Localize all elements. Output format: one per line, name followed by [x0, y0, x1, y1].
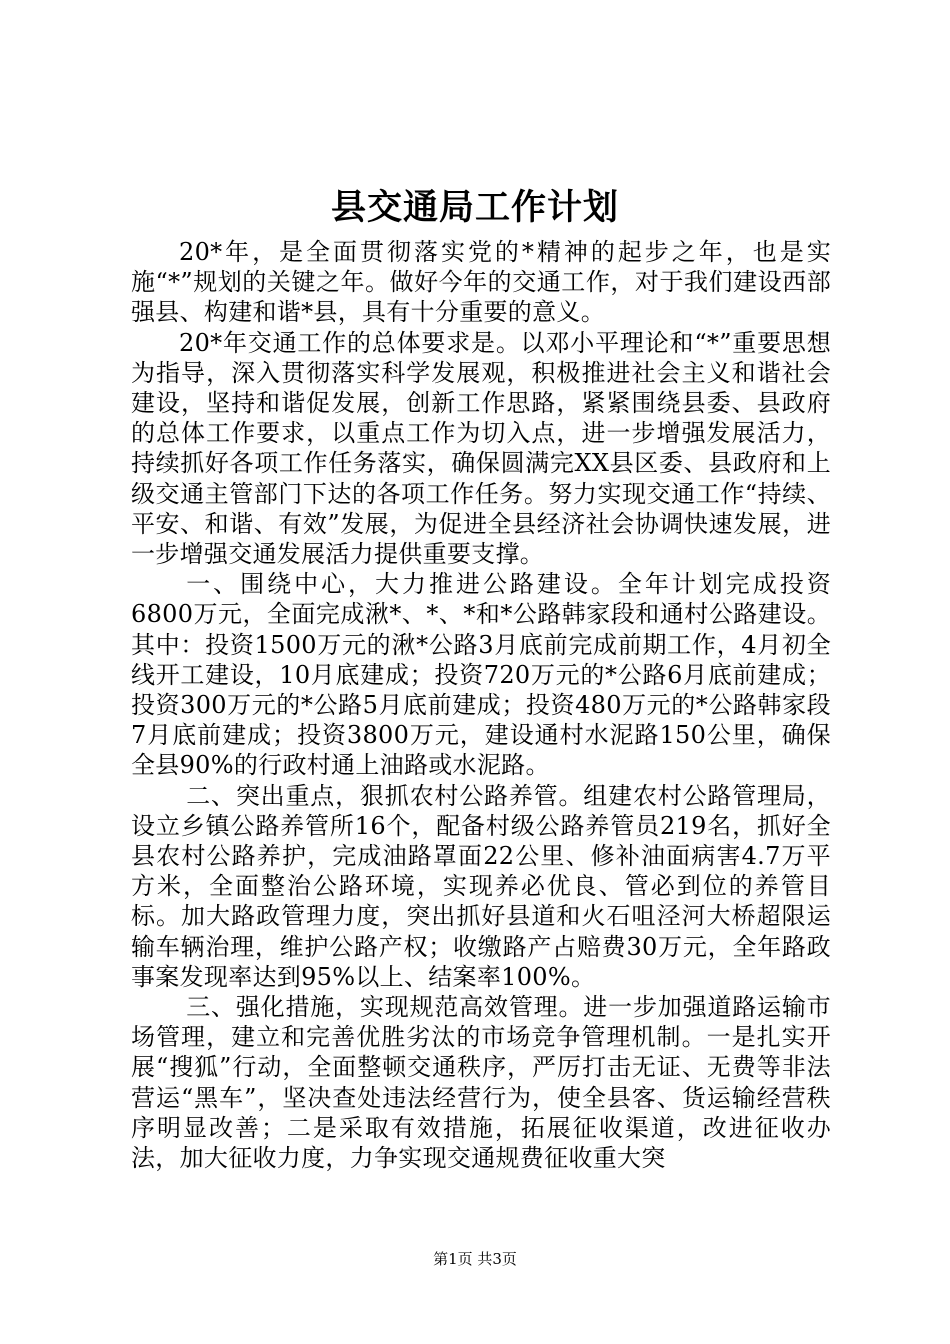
- page-footer: 第1页 共3页: [433, 1250, 517, 1268]
- document-body: [131, 237, 831, 1173]
- paragraph-section-3: 三、强化措施，实现规范高效管理。进一步加强道路运输市场管理，建立和完善优胜劣汰的市场竞争管理机制。一是扎实开展“搜狐”行动，全面整顿交通秩序，严厉打击无证、无费等非法营运“黑车”，坚决查处违法经营行为，使全县客、货运输经营秩序明显改善；二是采取有效措施，拓展征收渠道，改进征收办法，加大征收力度，力争实现交通规费征收重大突: [131, 993, 831, 1173]
- paragraph-general-requirements: 20*年交通工作的总体要求是。以邓小平理论和“*”重要思想为指导，深入贯彻落实科学发展观，积极推进社会主义和谐社会建设，坚持和谐促发展，创新工作思路，紧紧围绕县委、县政府的总体工作要求，以重点工作为切入点，进一步增强发展活力，持续抓好各项工作任务落实，确保圆满完XX县区委、县政府和上级交通主管部门下达的各项工作任务。努力实现交通工作“持续、平安、和谐、有效”发展，为促进全县经济社会协调快速发展，进一步增强交通发展活力提供重要支撑。: [131, 328, 831, 569]
- paragraph-intro: 20*年，是全面贯彻落实党的*精神的起步之年，也是实施“*”规划的关键之年。做好今年的交通工作，对于我们建设西部强县、构建和谐*县，具有十分重要的意义。: [131, 238, 831, 327]
- paragraph-section-2: 二、突出重点，狠抓农村公路养管。组建农村公路管理局，设立乡镇公路养管所16个，配备村级公路养管员219名，抓好全县农村公路养护，完成油路罩面22公里、修补油面病害4.7万平方米，全面整治公路环境，实现养必优良、管必到位的养管目标。加大路政管理力度，突出抓好县道和火石咀泾河大桥超限运输车辆治理，维护公路产权；收缴路产占赔费30万元，全年路政事案发现率达到95%以上、结案率100%。: [131, 781, 831, 991]
- paragraph-section-1: 一、围绕中心，大力推进公路建设。全年计划完成投资6800万元，全面完成湫*、*、*和*公路韩家段和通村公路建设。其中：投资1500万元的湫*公路3月底前完成前期工作，4月初全线开工建设，10月底建成；投资720万元的*公路6月底前建成；投资300万元的*公路5月底前建成；投资480万元的*公路韩家段7月底前建成；投资3800万元，建设通村水泥路150公里，确保全县90%的行政村通上油路或水泥路。: [131, 570, 831, 780]
- document-title: 县交通局工作计划: [330, 187, 619, 228]
